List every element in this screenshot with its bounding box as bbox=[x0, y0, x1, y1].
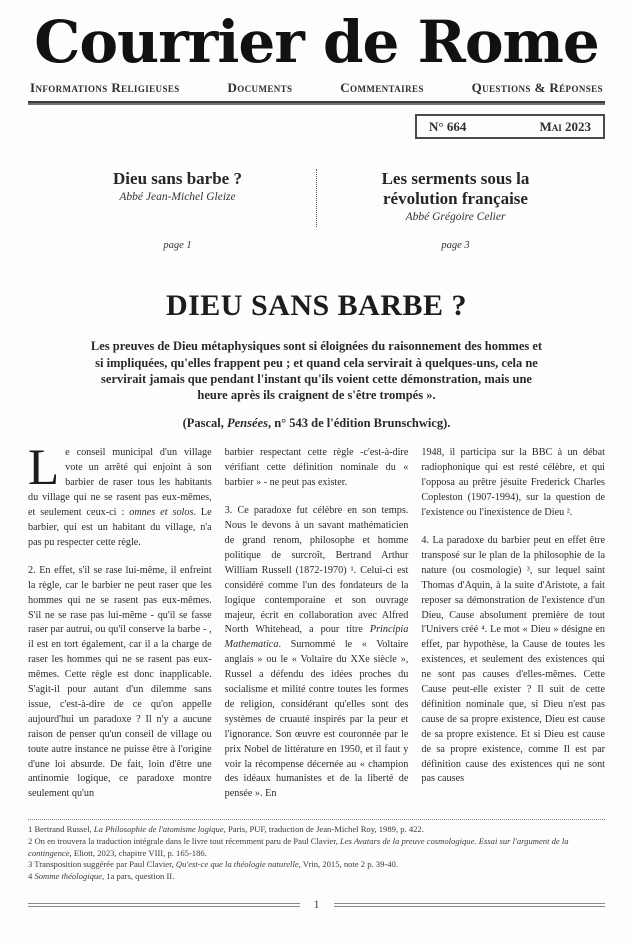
teaser-page-ref: page 1 bbox=[163, 240, 192, 252]
paragraph-text: 3. Ce paradoxe fut célèbre en son temps. Nous le devons à un savant mathématicien de grand renom, philosophe et homme politique de surcroît, Bertrand Arthur William Russell (1872-1970) ¹. Celui-ci est considéré comme l'un des fondateurs de la logique contemporaine et son ouvrage majeur, écrit en collaboration avec Alfred North Whitehead, a pour titre bbox=[224, 505, 409, 636]
teaser-page-ref: page 3 bbox=[441, 240, 470, 252]
footnote-4 bbox=[28, 871, 605, 883]
teaser-dieu-sans-barbe bbox=[65, 169, 290, 251]
footnote-text: , Paris, PUF, traduction de Jean-Michel Roy, 1989, p. 422. bbox=[223, 824, 424, 835]
masthead-double-rule bbox=[28, 101, 605, 105]
paragraph: barbier respectant cette règle -c'est-à-dire vérifiant cette définition nominale du « barbier » - ne peut pas exister. bbox=[224, 447, 409, 489]
paragraph-text: . Surnommé le « Voltaire anglais » ou le « Voltaire du XXe siècle », Russel a défendu des idées proches du socialisme et milité contre toutes les formes de religion, considérant qu'elles sont des systèmes de cruauté inspirés par la peur et l'ignorance. Son œuvre est couronnée par le prix Nobel de littérature en 1950, et il faut y voir la récompense décernée au « champion des idéaux humanistes et de la liberté de pensée ». En bbox=[224, 639, 409, 800]
section-label-informations-religieuses: Informations Religieuses bbox=[30, 80, 180, 96]
drop-cap: L bbox=[28, 446, 60, 497]
book-title: Somme théologique bbox=[34, 870, 102, 881]
latin-phrase: omnes et solos bbox=[129, 507, 194, 519]
footnote-3 bbox=[28, 859, 605, 871]
footnote-text: 1 Bertrand Russel, bbox=[28, 824, 94, 835]
quote-attribution bbox=[28, 416, 605, 431]
footer-rule-right bbox=[334, 903, 606, 907]
issue-number: N° 664 bbox=[429, 119, 467, 135]
page-number: 1 bbox=[313, 897, 320, 912]
paragraph: 1948, il participa sur la BBC à un débat radiophonique qui est resté célèbre, et qui l'opposa au prêtre jésuite Frederick Charles Copleston (1907-1994), sur la question de l'existence ou l'inexistence de Dieu ². bbox=[421, 447, 605, 519]
issue-date: Mai 2023 bbox=[539, 119, 591, 135]
article-body bbox=[28, 446, 605, 819]
body-column-1 bbox=[28, 446, 212, 819]
paragraph-text: e conseil municipal d'un village vote un arrêté qui enjoint à son barbier de raser tous les habitants du village qui ne se rasent pas eux-mêmes, et seulement ceux-ci : bbox=[28, 447, 212, 519]
footnote-text: 3 Transposition suggérée par Paul Clavier, bbox=[28, 859, 176, 870]
footnote-text: , Eliott, 2023, chapitre VIII, p. 165-186. bbox=[69, 847, 207, 858]
section-label-documents: Documents bbox=[227, 80, 293, 96]
issue-box bbox=[415, 114, 605, 139]
paragraph bbox=[28, 446, 212, 550]
teaser-serments-revolution bbox=[343, 169, 568, 251]
paragraph: 2. En effet, s'il se rase lui-même, il enfreint la règle, car le barbier ne peut raser que les hommes qui ne se rasent pas eux-mêmes. S'il ne se rase pas lui-même - qu'il se fasse raser par autrui, ou qu'il conserve la barbe - , il est en tort également, car il a la charge de raser les hommes qui ne se rasent pas eux-mêmes. Cette règle est donc inapplicable. S'agit-il pour autant d'un dilemme sans issue, c'est-à-dire de ce qu'on appelle aujourd'hui un paradoxe ? Il n'y a aucune raison de penser qu'un conseil de village ou toute autre instance ne puisse être à l'origine d'une loi absurde. De fait, loin d'être une antinomie logique, ce paradoxe montre seulement qu'un bbox=[28, 564, 212, 800]
body-column-2 bbox=[225, 446, 409, 819]
paragraph: 4. La paradoxe du barbier peut en effet être transposé sur le plan de la philosophie de la nature (ou cosmologie) ³, sur lequel saint Thomas d'Aquin, à la suite d'Aristote, a fait reposer sa démonstration de l'existence d'un Dieu, Cause absolument première de tout l'Univers créé ⁴. Le mot « Dieu » désigne en effet, par hypothèse, la Cause de toutes les existences, et seulement des existences qui ne sont pas causes d'elles-mêmes. Cette Cause peut-elle exister ? Il suit de cette définition nominale que, si Dieu n'est pas cause de sa propre existence, Dieu est cause de sa propre existence. Et si Dieu est cause de sa propre existence, comme Il est par définition cause des existences qui ne sont pas causes bbox=[421, 534, 605, 785]
paragraph bbox=[225, 504, 409, 802]
masthead-title: Courrier de Rome bbox=[34, 8, 599, 76]
attribution-text: (Pascal, bbox=[182, 416, 227, 431]
teaser-title: Les serments sous la révolution française bbox=[381, 169, 530, 208]
book-title: Les Avatars de la preuve cosmologique. Essai sur l'argument de la contingence bbox=[28, 836, 569, 858]
front-page-teasers bbox=[28, 169, 605, 251]
footnote-2 bbox=[28, 836, 605, 859]
pull-quote: Les preuves de Dieu métaphysiques sont si éloignées du raisonnement des hommes et si impliquées, qu'elles frappent peu ; et quand cela servirait à quelques-uns, cela ne servirait jamais que pendant l'instant qu'ils voient cette démonstration, mais une heure après ils craignent de s'être trompés ». bbox=[90, 339, 543, 403]
teaser-author: Abbé Jean-Michel Gleize bbox=[119, 190, 236, 203]
section-bar bbox=[30, 80, 603, 96]
attribution-work-title: Pensées bbox=[227, 416, 268, 431]
page-footer bbox=[28, 897, 605, 912]
footnotes bbox=[28, 824, 605, 882]
attribution-text: , n° 543 de l'édition Brunschwicg). bbox=[267, 416, 451, 431]
footnote-1 bbox=[28, 824, 605, 836]
footnote-separator bbox=[28, 819, 605, 820]
footnote-text: , Vrin, 2015, note 2 p. 39-40. bbox=[298, 859, 398, 870]
footnote-text: , 1a pars, question II. bbox=[102, 870, 175, 881]
teaser-author: Abbé Grégoire Celier bbox=[405, 210, 506, 223]
book-title: Qu'est-ce que la théologie naturelle bbox=[175, 859, 299, 870]
masthead bbox=[28, 8, 605, 139]
footnote-text: 2 On en trouvera la traduction intégrale dans le livre tout récemment paru de Paul Clavier, bbox=[28, 836, 341, 847]
book-title: Principia Mathematica bbox=[224, 624, 409, 651]
body-column-3 bbox=[421, 446, 605, 819]
section-label-questions-reponses: Questions & Réponses bbox=[471, 80, 603, 96]
footnote-text: 4 bbox=[28, 870, 35, 881]
teaser-title: Dieu sans barbe ? bbox=[113, 169, 242, 189]
book-title: La Philosophie de l'atomisme logique bbox=[93, 824, 224, 835]
footer-rule-left bbox=[28, 903, 300, 907]
article-headline: DIEU SANS BARBE ? bbox=[165, 289, 468, 323]
section-label-commentaires: Commentaires bbox=[340, 80, 424, 96]
teaser-divider bbox=[316, 169, 317, 227]
paragraph-text: . Le barbier, qui est un habitant du village, n'a pas pu respecter cette règle. bbox=[28, 507, 212, 548]
